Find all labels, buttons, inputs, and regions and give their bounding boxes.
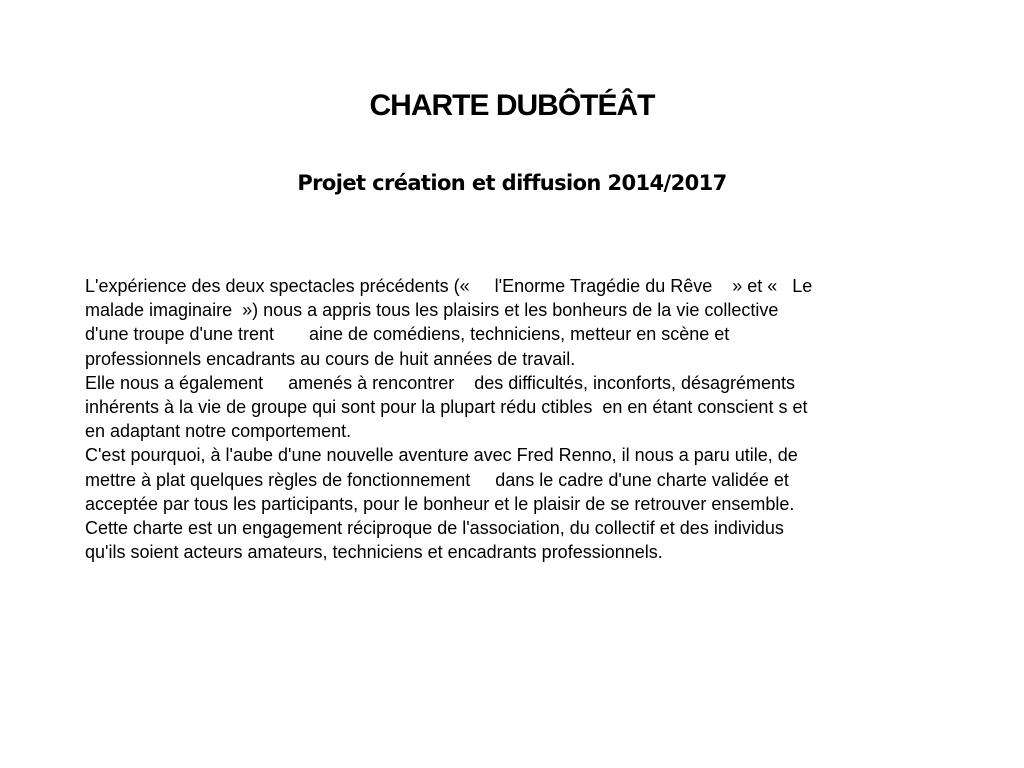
body-line: malade imaginaire ») nous a appris tous les plaisirs et les bonheurs de la vie collective — [85, 300, 779, 321]
body-text — [85, 274, 945, 564]
body-line: professionnels encadrants au cours de huit années de travail. — [85, 348, 576, 369]
body-line: d'une troupe d'une trent aine de comédiens, techniciens, metteur en scène et — [85, 324, 730, 345]
body-line: en adaptant notre comportement. — [85, 421, 352, 442]
body-line: qu'ils soient acteurs amateurs, techniciens et encadrants professionnels. — [85, 542, 663, 563]
body-line: mettre à plat quelques règles de fonctionnement dans le cadre d'une charte validée et — [85, 469, 789, 490]
body-line: inhérents à la vie de groupe qui sont pour la plupart rédu ctibles en en étant conscient s et — [85, 397, 808, 418]
slide-title: CHARTE DUBÔTÉÂT — [369, 89, 655, 122]
body-line: C'est pourquoi, à l'aube d'une nouvelle aventure avec Fred Renno, il nous a paru utile, de — [85, 445, 798, 466]
slide-subtitle: Projet création et diffusion 2014/2017 — [297, 171, 727, 195]
body-line: Elle nous a également amenés à rencontrer des difficultés, inconforts, désagréments — [85, 372, 796, 393]
body-line: acceptée par tous les participants, pour le bonheur et le plaisir de se retrouver ensemble. — [85, 493, 795, 514]
body-line: L'expérience des deux spectacles précédents (« l'Enorme Tragédie du Rêve » et « Le — [85, 276, 813, 296]
body-line: Cette charte est un engagement réciproque de l'association, du collectif et des individus — [85, 518, 784, 539]
